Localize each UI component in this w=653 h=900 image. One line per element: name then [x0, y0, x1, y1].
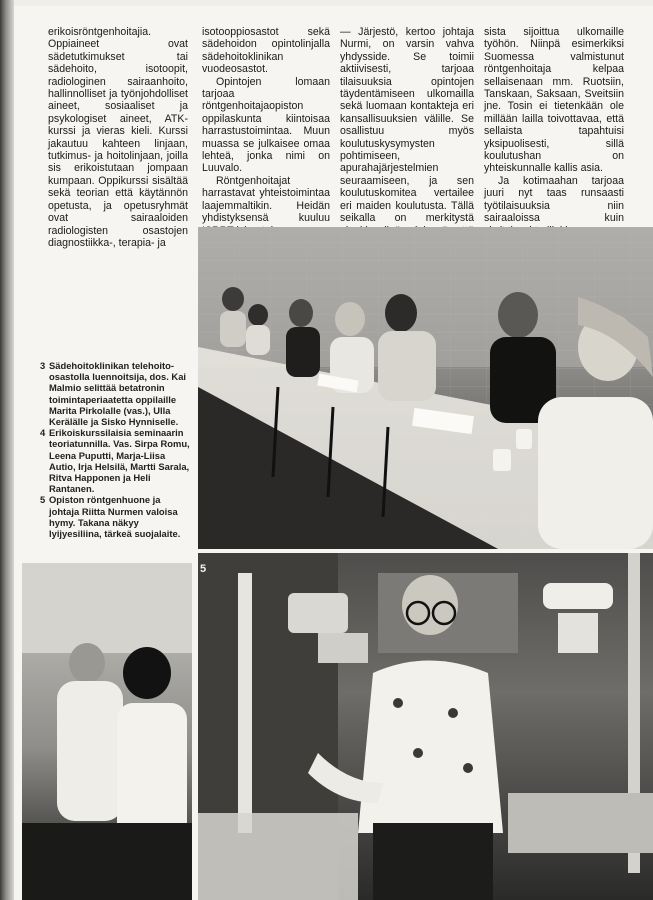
betatron-photo-illustration	[22, 563, 192, 900]
caption-item	[40, 360, 190, 427]
article-paragraph: sista sijoittua ulkomaille työhön. Niinpä esimerkiksi Suomessa valmistunut röntgenhoitaja kelpaa sellaisenaan mm. Ruotsiin, Tanskaan, Saksaan, Sveitsiin jne. Tosin ei tietenkään ole millään lailla toivottavaa, että sellaista tapahtuisi yksipuolisesti, sillä koulutushan on yhteiskunnalle kallis asia.	[484, 26, 624, 175]
caption-text: Opiston röntgenhuone ja johtaja Riitta Nurmen valoisa hymy. Takana näkyy lyijyesiliina, tärkeä suojalaite.	[49, 494, 181, 540]
caption-item	[40, 494, 190, 539]
caption-number: 4	[40, 427, 46, 439]
caption-text: Sädehoitoklinikan telehoito-osastolla luennoitsija, dos. Kai Malmio selittää betatronin toimintaperiaatetta oppilaille Marita Pirkolalle (vas.), Ulla Kerälälle ja Sisko Hynniselle.	[49, 360, 187, 428]
seminar-photo-illustration	[198, 227, 653, 549]
page-binding-edge	[0, 0, 14, 900]
article-paragraph: — Järjestö, kertoo johtaja Nurmi, on varsin vahva yhdysside. Se toimii aktiivisesti, tarjoaa tilaisuuksia opintojen täydentämiseen ulkomailla sekä luomaan kontakteja eri kansallisuuksien välille. Se osallistuu myös koulutuskysymysten pohtimiseen, apurahajärjestelmien seuraamiseen, ja sen koulutuskomitea vertailee eri maiden koulutusta. Tällä seikalla on merkitystä	[340, 26, 474, 225]
photo-number-label: 5	[200, 563, 207, 575]
article-paragraph: Opintojen lomaan tarjoaa röntgenhoitajaopiston oppilaskunta kiintoisaa harrastustoimintaa. Muun muassa se julkaisee omaa lehteä, jonka nimi on Luuvalo.	[202, 75, 330, 175]
caption-text: Erikoiskurssilaisia seminaarin teoriatunnilla. Vas. Sirpa Romu, Leena Puputti, Marja-Liisa Autio, Irja Helsilä, Martti Sarala, Ritva Happonen ja Heli Rantanen.	[49, 427, 190, 495]
caption-item	[40, 427, 190, 494]
article-paragraph: erikoisröntgenhoitajia. Oppiaineet ovat sädetutkimukset tai sädehoito, isotoopit, radiologinen sairaanhoito, hallinnolliset ja työnjohdolliset aineet, sosiaaliset ja psykologiset aineet, ATK-kurssi ja vieras kieli. Kurssi jakautuu kahteen linjaan, tutkimus- ja hoitolinjaan, joilla sis erikoistutaan jompaan kumpaan. Oppikurssi sisältää sekä teorian että käytännön opetusta, ja opetusryhmät ovat sairaaloiden radiologisten osastojen diagnostiikka-, terapia- ja	[48, 26, 188, 249]
article-paragraph: isotooppiosastot sekä sädehoidon opintolinjalla sädehoitoklinikan vuodeosastot.	[202, 26, 330, 76]
caption-number: 3	[40, 360, 46, 371]
article-column-1	[48, 26, 188, 249]
article-column-4	[484, 26, 624, 237]
caption-number: 5	[40, 494, 46, 506]
xray-photo-illustration	[198, 553, 653, 900]
seminar-classroom-photo	[198, 227, 653, 549]
xray-room-photo	[198, 553, 653, 900]
photo-captions	[40, 360, 190, 539]
article-paragraph: Röntgenhoitajat harrastavat yhteistoimintaa laajemmaltikin. Heidän yhdistyksensä kuuluu	[202, 174, 330, 225]
betatron-lecture-photo	[22, 563, 192, 900]
article-paragraph: Ja kotimaahan tarjoaa juuri nyt taas runsaasti työtilaisuuksia niin sairaaloissa kuin	[484, 174, 624, 225]
